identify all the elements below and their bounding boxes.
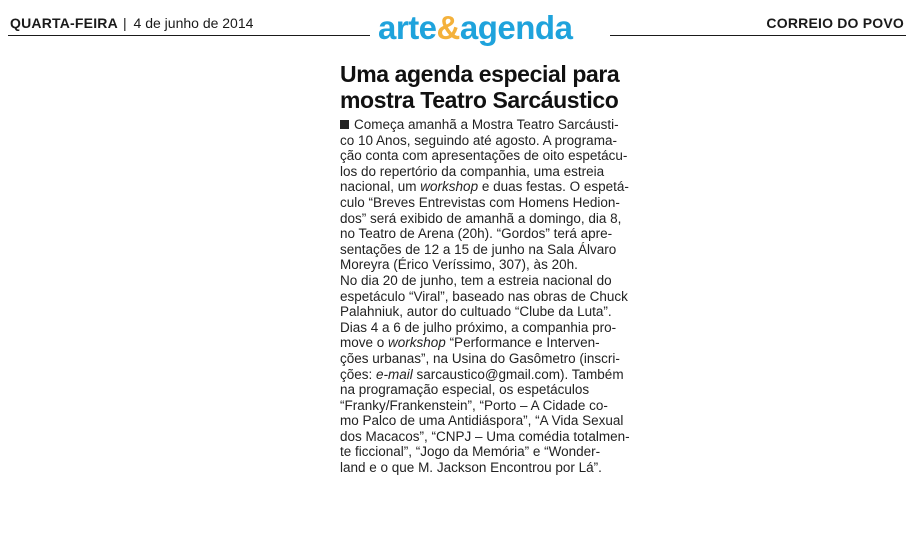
newspaper-name: CORREIO DO POVO: [766, 15, 904, 31]
article-line: no Teatro de Arena (20h). “Gordos” terá apre-: [340, 226, 613, 242]
article-line: nacional, um workshop e duas festas. O espetá-: [340, 179, 629, 195]
article-line: te ficcional”, “Jogo da Memória” e “Wonder-: [340, 444, 601, 460]
article-line: land e o que M. Jackson Encontrou por Lá”.: [340, 460, 602, 476]
article-line: move o workshop “Performance e Interven-: [340, 335, 600, 351]
date-label: [120, 15, 253, 31]
article-line: Dias 4 a 6 de julho próximo, a companhia pro-: [340, 319, 617, 335]
article-line: dos” será exibido de amanhã a domingo, dia 8,: [340, 210, 622, 226]
article-body: [340, 117, 640, 476]
headline-line-1: Uma agenda especial para: [340, 61, 620, 87]
date-separator: |: [123, 15, 127, 31]
article-line: los do repertório da companhia, uma estreia: [340, 163, 605, 179]
header-rule-right: [610, 35, 906, 36]
section-title: [378, 9, 572, 47]
header-rule-left: [8, 35, 370, 36]
article-line: ções: e-mail sarcaustico@gmail.com). Também: [340, 366, 624, 382]
page-header: [0, 0, 914, 60]
article-line: co 10 Anos, seguindo até agosto. A programa-: [340, 132, 617, 148]
article-line: mo Palco de uma Antidiáspora”, “A Vida Sexual: [340, 413, 624, 429]
article-line: espetáculo “Viral”, baseado nas obras de Chuck: [340, 288, 628, 304]
article-line: dos Macacos”, “CNPJ – Uma comédia totalmen-: [340, 428, 630, 444]
article-line: na programação especial, os espetáculos: [340, 382, 590, 398]
weekday-label: QUARTA-FEIRA: [10, 15, 118, 31]
section-title-agenda: agenda: [459, 9, 573, 46]
article-headline: [340, 61, 660, 113]
article-line: ção conta com apresentações de oito espetácu-: [340, 148, 628, 164]
square-bullet-icon: [340, 120, 349, 129]
article-line: Começa amanhã a Mostra Teatro Sarcáusti-: [340, 117, 640, 133]
date-text: 4 de junho de 2014: [133, 15, 254, 31]
article-line: sentações de 12 a 15 de junho na Sala Álvaro: [340, 241, 617, 257]
section-title-arte: arte: [378, 9, 437, 46]
article-line: No dia 20 de junho, tem a estreia nacional do: [340, 272, 612, 288]
article-line: “Franky/Frankenstein”, “Porto – A Cidade co-: [340, 397, 608, 413]
article-line: culo “Breves Entrevistas com Homens Hedion-: [340, 194, 620, 210]
article-line: Moreyra (Érico Veríssimo, 307), às 20h.: [340, 257, 578, 273]
section-title-ampersand: &: [436, 9, 460, 46]
article-line: ções urbanas”, na Usina do Gasômetro (inscri-: [340, 350, 620, 366]
article-line: Palahniuk, autor do cultuado “Clube da Luta”.: [340, 304, 612, 320]
headline-line-2: mostra Teatro Sarcáustico: [340, 87, 619, 113]
